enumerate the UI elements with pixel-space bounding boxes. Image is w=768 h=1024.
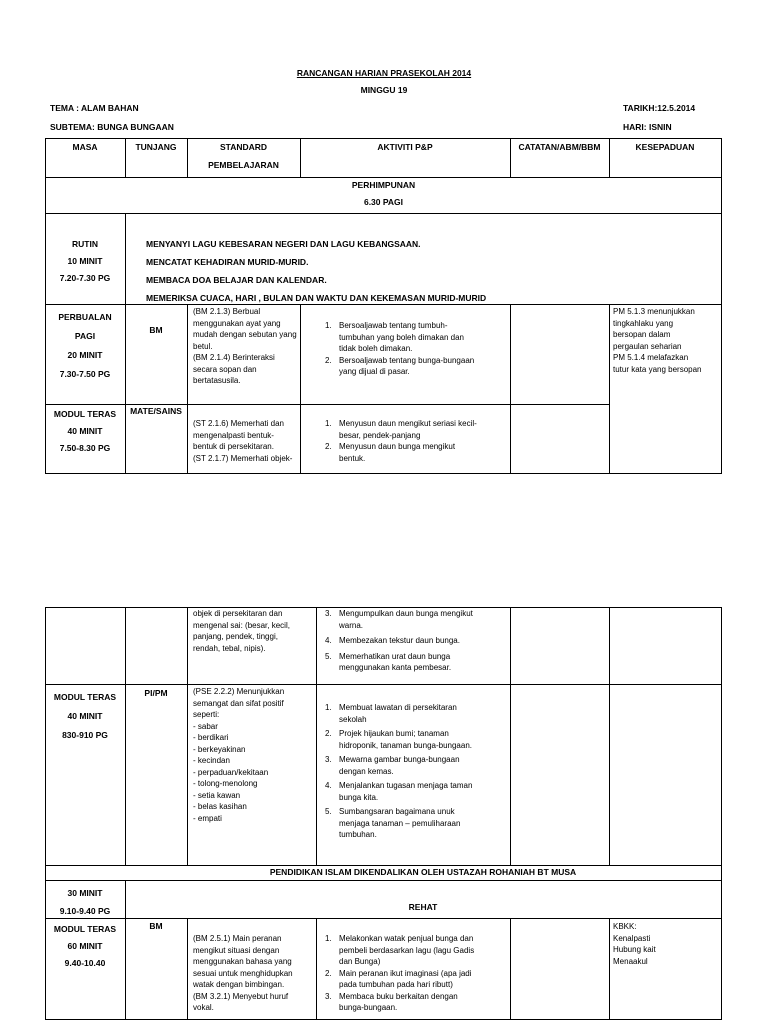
col-standard: STANDARD <box>219 142 268 152</box>
list-item: 1. Membuat lawatan di persekitaran sekolah <box>325 703 457 724</box>
modul3-aktiviti <box>325 933 474 1014</box>
modul1-masa: MODUL TERAS 40 MINIT 7.50-8.30 PG <box>53 409 117 453</box>
col-kesepaduan: KESEPADUAN <box>635 142 695 152</box>
rehat-label: REHAT <box>408 902 438 912</box>
list-item: 3. Membaca buku berkaitan dengan bunga-bungaan. <box>325 991 458 1012</box>
perbualan-kesepaduan: PM 5.1.3 menunjukkan tingkahlaku yang bersopan dalam pergaulan seharian PM 5.1.4 melafazkan tutur kata yang bersopan <box>613 307 702 374</box>
modul3-kesepaduan: KBKK: Kenalpasti Hubung kait Menaakul <box>613 922 656 966</box>
modul1-tunjang: MATE/SAINS <box>130 406 182 416</box>
modul1-aktiviti <box>325 418 477 464</box>
list-item: MEMBACA DOA BELAJAR DAN KALENDAR. <box>146 275 327 285</box>
modul3-tunjang: BM <box>149 921 163 931</box>
perbualan-standard: (BM 2.1.3) Berbual menggunakan ayat yang mudah dengan sebutan yang betul. (BM 2.1.4) Berinteraksi secara sopan dan bertatasusila. <box>193 307 297 385</box>
list-item: MENCATAT KEHADIRAN MURID-MURID. <box>146 257 309 267</box>
col-aktiviti: AKTIVITI P&P <box>377 142 433 152</box>
rehat-masa: 30 MINIT 9.10-9.40 PG <box>59 888 111 916</box>
modul2-masa: MODUL TERAS 40 MINIT 830-910 PG <box>53 692 117 740</box>
modul3-masa: MODUL TERAS 60 MINIT 9.40-10.40 <box>53 924 117 968</box>
cont-standard: objek di persekitaran dan mengenal sai: (besar, kecil, panjang, pendek, tinggi, rendah, tebal, nipis). <box>193 609 290 653</box>
perhimpunan-label: PERHIMPUNAN <box>351 180 416 190</box>
perbualan-masa: PERBUALAN PAGI 20 MINIT 7.30-7.50 PG <box>58 312 112 379</box>
list-item: MENYANYI LAGU KEBESARAN NEGERI DAN LAGU KEBANGSAAN. <box>146 239 421 249</box>
modul3-standard: (BM 2.5.1) Main peranan mengikut situasi dengan menggunakan bahasa yang sesuai untuk menghidupkan watak dengan bimbingan. (BM 3.2.1) Menyebut huruf vokal. <box>193 934 293 1012</box>
col-masa: MASA <box>72 142 98 152</box>
list-item: 1. Menyusun daun mengikut seriasi kecil- besar, pendek-panjang <box>325 419 477 440</box>
perbualan-tunjang: BM <box>149 325 163 335</box>
modul1-standard: (ST 2.1.6) Memerhati dan mengenalpasti bentuk- bentuk di persekitaran. (ST 2.1.7) Memerhati objek- <box>193 419 293 463</box>
rutin-masa: RUTIN 10 MINIT 7.20-7.30 PG <box>59 239 111 283</box>
col-catatan: CATATAN/ABM/BBM <box>518 142 601 152</box>
rutin-activities <box>146 235 486 307</box>
pendidikan-islam-note: PENDIDIKAN ISLAM DIKENDALIKAN OLEH USTAZAH ROHANIAH BT MUSA <box>269 867 577 877</box>
list-item: 2. Bersoaljawab tentang bunga-bungaan yang dijual di pasar. <box>325 355 475 376</box>
subtema-label: SUBTEMA: BUNGA BUNGAAN <box>50 122 174 132</box>
plan-title: RANCANGAN HARIAN PRASEKOLAH 2014 <box>296 68 472 78</box>
hari-label: HARI: ISNIN <box>623 122 672 132</box>
col-tunjang: TUNJANG <box>135 142 177 152</box>
list-item: 1. Melakonkan watak penjual bunga dan pembeli berdasarkan lagu (lagu Gadis dan Bunga) <box>325 934 475 966</box>
list-item: 4. Menjalankan tugasan menjaga taman bunga kita. <box>325 781 473 802</box>
perbualan-aktiviti <box>325 320 474 378</box>
modul2-aktiviti <box>325 702 472 841</box>
modul2-tunjang: PI/PM <box>144 688 168 698</box>
col-standard-2: PEMBELAJARAN <box>208 160 279 170</box>
list-item: 3. Mewarna gambar bunga-bungaan dengan kemas. <box>325 755 460 776</box>
cont-aktiviti <box>325 608 473 674</box>
list-item: 5. Sumbangsaran bagaimana unuk menjaga tanaman – pemuliharaan tumbuhan. <box>325 807 461 839</box>
modul2-standard: (PSE 2.2.2) Menunjukkan semangat dan sifat positif seperti: - sabar - berdikari - berkeyakinan - kecindan - perpaduan/kekitaan - tolong-menolong - setia kawan - belas kasihan - empati <box>193 687 285 823</box>
week-label: MINGGU 19 <box>360 85 408 95</box>
list-item: 5. Memerhatikan urat daun bunga menggunakan kanta pembesar. <box>325 651 452 672</box>
tarikh-label: TARIKH:12.5.2014 <box>623 103 696 113</box>
list-item: 2. Main peranan ikut imaginasi (apa jadi pada tumbuhan pada hari ributt) <box>325 968 472 989</box>
list-item: 1. Bersoaljawab tentang tumbuh- tumbuhan yang boleh dimakan dan tidak boleh dimakan. <box>325 321 464 353</box>
list-item: 2. Projek hijaukan bumi; tanaman hidroponik, tanaman bunga-bungaan. <box>325 729 472 750</box>
perhimpunan-time: 6.30 PAGI <box>363 197 404 207</box>
list-item: 2. Menyusun daun bunga mengikut bentuk. <box>325 442 456 463</box>
list-item: 4. Membezakan tekstur daun bunga. <box>325 636 460 645</box>
list-item: 3. Mengumpulkan daun bunga mengikut warna. <box>325 609 473 630</box>
tema-label: TEMA : ALAM BAHAN <box>50 103 139 113</box>
list-item: MEMERIKSA CUACA, HARI , BULAN DAN WAKTU DAN KEKEMASAN MURID-MURID <box>146 293 487 303</box>
